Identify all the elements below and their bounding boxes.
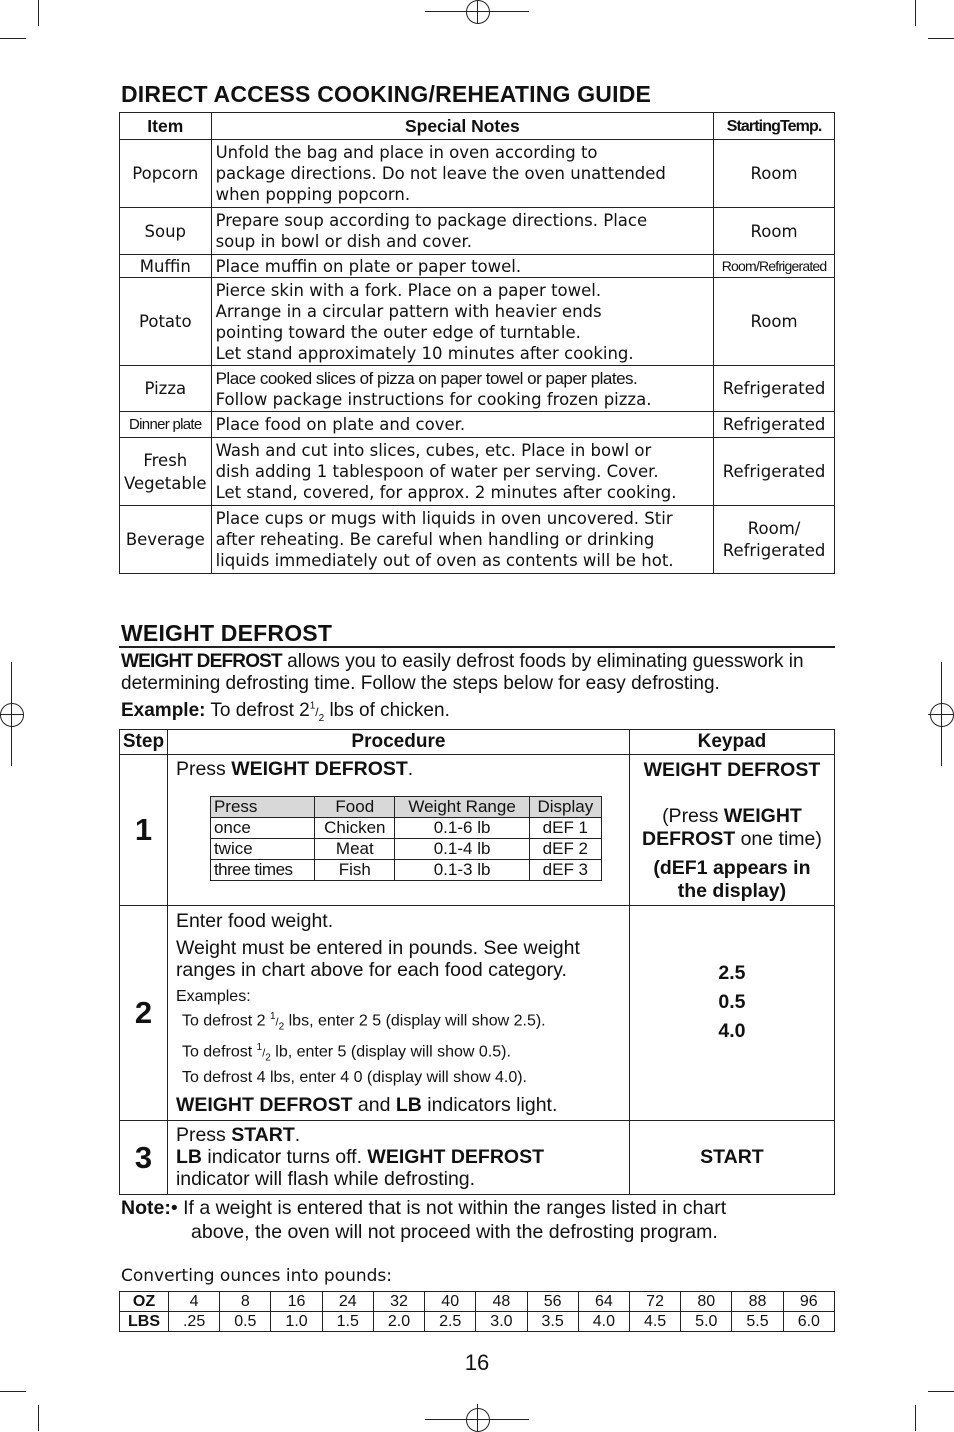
notes-line: soup in bowl or dish and cover. <box>215 232 472 251</box>
step2-line: Enter food weight. <box>175 910 334 932</box>
notes-cell <box>211 366 714 412</box>
notes-cell <box>211 140 714 208</box>
step-number: 1 <box>120 755 168 906</box>
item-line: Fresh <box>143 450 188 470</box>
example-item: To defrost 2 $^1/_2$ lbs, enter 2 5 (display will show 2.5). <box>181 1011 546 1033</box>
notes-cell <box>211 208 714 255</box>
oz-cell: 96 <box>783 1292 834 1312</box>
item-cell: Beverage <box>120 506 212 574</box>
step-keypad <box>629 906 834 1121</box>
notes-line: Place cups or mugs with liquids in oven uncovered. Stir <box>215 509 673 528</box>
notes-line: Place muffin on plate or paper towel. <box>215 256 522 276</box>
item-cell: Popcorn <box>120 140 212 208</box>
table-cell: twice <box>210 839 314 860</box>
lbs-cell: 4.5 <box>629 1312 680 1332</box>
lbs-cell: 2.5 <box>425 1312 476 1332</box>
weight-defrost-intro <box>121 651 837 695</box>
lbs-cell: 0.5 <box>220 1312 271 1332</box>
table-cell: Fish <box>315 860 395 881</box>
note-block <box>121 1196 726 1244</box>
note-text: If a weight is entered that is not within the ranges listed in chart <box>177 1197 727 1219</box>
notes-line: Follow package instructions for cooking frozen pizza. <box>215 389 652 409</box>
cooking-guide-table <box>119 112 835 574</box>
lbs-cell: 4.0 <box>578 1312 629 1332</box>
crop-mark <box>928 38 954 39</box>
column-header: Press <box>210 797 314 818</box>
lbs-cell: 1.0 <box>271 1312 322 1332</box>
fraction-denominator: 2 <box>318 712 325 724</box>
step-procedure <box>167 906 629 1121</box>
step-row <box>120 755 835 906</box>
table-row <box>120 140 835 208</box>
column-header: Weight Range <box>395 797 529 818</box>
oz-row <box>120 1292 835 1312</box>
temp-cell: Refrigerated <box>714 366 835 412</box>
examples-block <box>176 987 621 1088</box>
example-text: lbs of chicken. <box>324 700 450 721</box>
table-row <box>120 208 835 255</box>
step2-final-line: WEIGHT DEFROST and LB indicators light. <box>175 1094 558 1117</box>
step-procedure <box>167 755 629 906</box>
table-header-row <box>210 797 601 818</box>
item-cell: Muffin <box>120 255 212 278</box>
crop-mark <box>0 38 26 39</box>
note-label: Note: <box>121 1197 171 1219</box>
notes-line: Place cooked slices of pizza on paper towel or paper plates. <box>215 368 638 388</box>
keypad-value: 4.0 <box>718 1019 746 1042</box>
table-row <box>120 412 835 438</box>
intro-bold: WEIGHT DEFROST <box>121 651 282 672</box>
defrost-categories-table <box>210 796 602 881</box>
temp-cell: Room/Refrigerated <box>714 255 835 278</box>
column-header-notes: Special Notes <box>211 113 714 140</box>
crop-mark <box>38 1405 39 1431</box>
step-number: 2 <box>120 906 168 1121</box>
notes-line: dish adding 1 tablespoon of water per serving. Cover. <box>215 462 659 481</box>
step3-line: LB indicator turns off. WEIGHT DEFROST <box>175 1146 544 1169</box>
guide-title: DIRECT ACCESS COOKING/REHEATING GUIDE <box>121 81 652 107</box>
crop-mark <box>915 1405 916 1431</box>
weight-defrost-table <box>119 729 835 1195</box>
table-row <box>120 278 835 366</box>
table-cell: dEF 3 <box>529 860 601 881</box>
notes-line: when popping popcorn. <box>215 185 411 204</box>
weight-defrost-title: WEIGHT DEFROST <box>121 620 333 646</box>
intro-text: allows you to easily defrost foods by eliminating guesswork in determining defrosting time. Follow the steps below for easy defrosting. <box>121 651 804 694</box>
table-cell: once <box>210 818 314 839</box>
notes-line: package directions. Do not leave the oven unattended <box>215 164 666 183</box>
lbs-cell: 2.0 <box>373 1312 424 1332</box>
table-row <box>210 860 601 881</box>
table-cell: 0.1-4 lb <box>395 839 529 860</box>
registration-line <box>928 714 954 715</box>
notes-line: after reheating. Be careful when handling or drinking <box>215 530 655 549</box>
notes-cell <box>211 438 714 506</box>
lbs-cell: 5.5 <box>732 1312 783 1332</box>
table-header-row <box>120 113 835 140</box>
temp-line: Refrigerated <box>722 541 826 560</box>
temp-cell: Room <box>714 278 835 366</box>
table-cell: three times <box>210 860 314 881</box>
notes-line: Let stand approximately 10 minutes after cooking. <box>215 343 634 363</box>
table-row <box>210 839 601 860</box>
notes-line: Unfold the bag and place in oven according to <box>215 143 598 162</box>
notes-line: pointing toward the outer edge of turntable. <box>215 322 581 342</box>
notes-cell <box>211 412 714 438</box>
table-cell: 0.1-6 lb <box>395 818 529 839</box>
notes-cell <box>211 255 714 278</box>
registration-mark-icon <box>466 1408 490 1432</box>
step2-line: Weight must be entered in pounds. See weight ranges in chart above for each food category. <box>175 937 580 981</box>
keypad-instruction: DEFROST one time) <box>642 828 822 850</box>
notes-line: Arrange in a circular pattern with heavier ends <box>215 301 602 321</box>
table-cell: Chicken <box>315 818 395 839</box>
step-number: 3 <box>120 1121 168 1195</box>
example-item: To defrost 4 lbs, enter 4 0 (display will show 4.0). <box>181 1069 527 1087</box>
registration-line <box>477 0 478 24</box>
column-header-temp: StartingTemp. <box>714 113 835 140</box>
column-header-item: Item <box>120 113 212 140</box>
example-text: To defrost 2 <box>205 700 310 721</box>
column-header: Food <box>315 797 395 818</box>
conversion-table <box>119 1291 835 1332</box>
keypad-weight-defrost: WEIGHT DEFROST <box>643 759 821 781</box>
examples-label: Examples: <box>175 988 251 1005</box>
column-header-keypad: Keypad <box>629 730 834 755</box>
registration-line <box>477 1404 478 1431</box>
temp-cell <box>714 506 835 574</box>
table-row <box>120 438 835 506</box>
temp-cell: Room <box>714 140 835 208</box>
notes-line: Place food on plate and cover. <box>215 415 466 434</box>
oz-cell: 80 <box>681 1292 732 1312</box>
temp-line: Room/ <box>747 519 801 538</box>
notes-line: Let stand, covered, for approx. 2 minutes after cooking. <box>215 483 677 502</box>
step-row <box>120 1121 835 1195</box>
item-cell <box>120 438 212 506</box>
registration-mark-icon <box>466 0 490 24</box>
crop-mark <box>0 1391 26 1392</box>
table-cell: Meat <box>315 839 395 860</box>
crop-mark <box>928 1391 954 1392</box>
oz-cell: 40 <box>425 1292 476 1312</box>
lbs-row <box>120 1312 835 1332</box>
oz-cell: 32 <box>373 1292 424 1312</box>
oz-cell: 48 <box>476 1292 527 1312</box>
step-keypad <box>629 755 834 906</box>
table-row <box>120 506 835 574</box>
lbs-cell: 5.0 <box>681 1312 732 1332</box>
table-cell: dEF 1 <box>529 818 601 839</box>
notes-line: Wash and cut into slices, cubes, etc. Place in bowl or <box>215 441 652 460</box>
table-cell: 0.1-3 lb <box>395 860 529 881</box>
registration-mark-icon <box>0 703 24 727</box>
table-row <box>120 366 835 412</box>
note-text: above, the oven will not proceed with the defrosting program. <box>191 1221 718 1243</box>
temp-cell: Refrigerated <box>714 412 835 438</box>
table-row <box>210 818 601 839</box>
oz-cell: 72 <box>629 1292 680 1312</box>
notes-line: Pierce skin with a fork. Place on a paper towel. <box>215 280 602 300</box>
item-cell: Pizza <box>120 366 212 412</box>
keypad-note: the display) <box>677 880 787 902</box>
notes-line: Prepare soup according to package directions. Place <box>215 211 648 230</box>
step1-instruction: Press WEIGHT DEFROST. <box>175 758 414 780</box>
page-number: 16 <box>464 1350 490 1375</box>
oz-cell: 56 <box>527 1292 578 1312</box>
oz-cell: 8 <box>220 1292 271 1312</box>
lbs-cell: .25 <box>169 1312 220 1332</box>
oz-cell: 88 <box>732 1292 783 1312</box>
column-header-procedure: Procedure <box>167 730 629 755</box>
bullet: • <box>170 1197 178 1219</box>
temp-cell: Room <box>714 208 835 255</box>
column-header-step: Step <box>120 730 168 755</box>
step3-line: indicator will flash while defrosting. <box>175 1168 476 1191</box>
section-rule <box>119 646 835 648</box>
table-header-row <box>120 730 835 755</box>
lbs-cell: 6.0 <box>783 1312 834 1332</box>
oz-cell: 64 <box>578 1292 629 1312</box>
step3-line: Press START. <box>175 1124 301 1147</box>
oz-cell: 4 <box>169 1292 220 1312</box>
keypad-instruction: (Press WEIGHT <box>662 805 802 827</box>
row-label: OZ <box>120 1292 169 1312</box>
conversion-label: Converting ounces into pounds: <box>121 1266 393 1286</box>
table-row <box>120 255 835 278</box>
keypad-value: 2.5 <box>718 961 746 984</box>
item-cell: Potato <box>120 278 212 366</box>
column-header: Display <box>529 797 601 818</box>
table-cell: dEF 2 <box>529 839 601 860</box>
example-line: Example: To defrost $2^1/_2$ lbs of chicken. <box>121 700 450 724</box>
lbs-cell: 3.0 <box>476 1312 527 1332</box>
item-cell: Soup <box>120 208 212 255</box>
step-keypad: START <box>629 1121 834 1195</box>
notes-cell <box>211 278 714 366</box>
keypad-value: 0.5 <box>718 990 746 1013</box>
notes-line: liquids immediately out of oven as contents will be hot. <box>215 551 674 570</box>
example-item: To defrost $^1/_2$ lb, enter 5 (display will show 0.5). <box>181 1041 511 1064</box>
step-procedure <box>167 1121 629 1195</box>
oz-cell: 24 <box>322 1292 373 1312</box>
registration-mark-icon <box>930 703 954 727</box>
item-cell: Dinner plate <box>120 412 212 438</box>
lbs-cell: 1.5 <box>322 1312 373 1332</box>
registration-line <box>0 714 24 715</box>
keypad-note: (dEF1 appears in <box>653 857 811 879</box>
note-line <box>121 1196 726 1220</box>
notes-cell <box>211 506 714 574</box>
row-label: LBS <box>120 1312 169 1332</box>
example-label: Example: <box>121 700 206 721</box>
crop-mark <box>38 0 39 26</box>
step-row <box>120 906 835 1121</box>
item-line: Vegetable <box>124 473 207 493</box>
lbs-cell: 3.5 <box>527 1312 578 1332</box>
fraction-numerator: 1 <box>309 700 316 712</box>
crop-mark <box>915 0 916 26</box>
temp-cell: Refrigerated <box>714 438 835 506</box>
oz-cell: 16 <box>271 1292 322 1312</box>
